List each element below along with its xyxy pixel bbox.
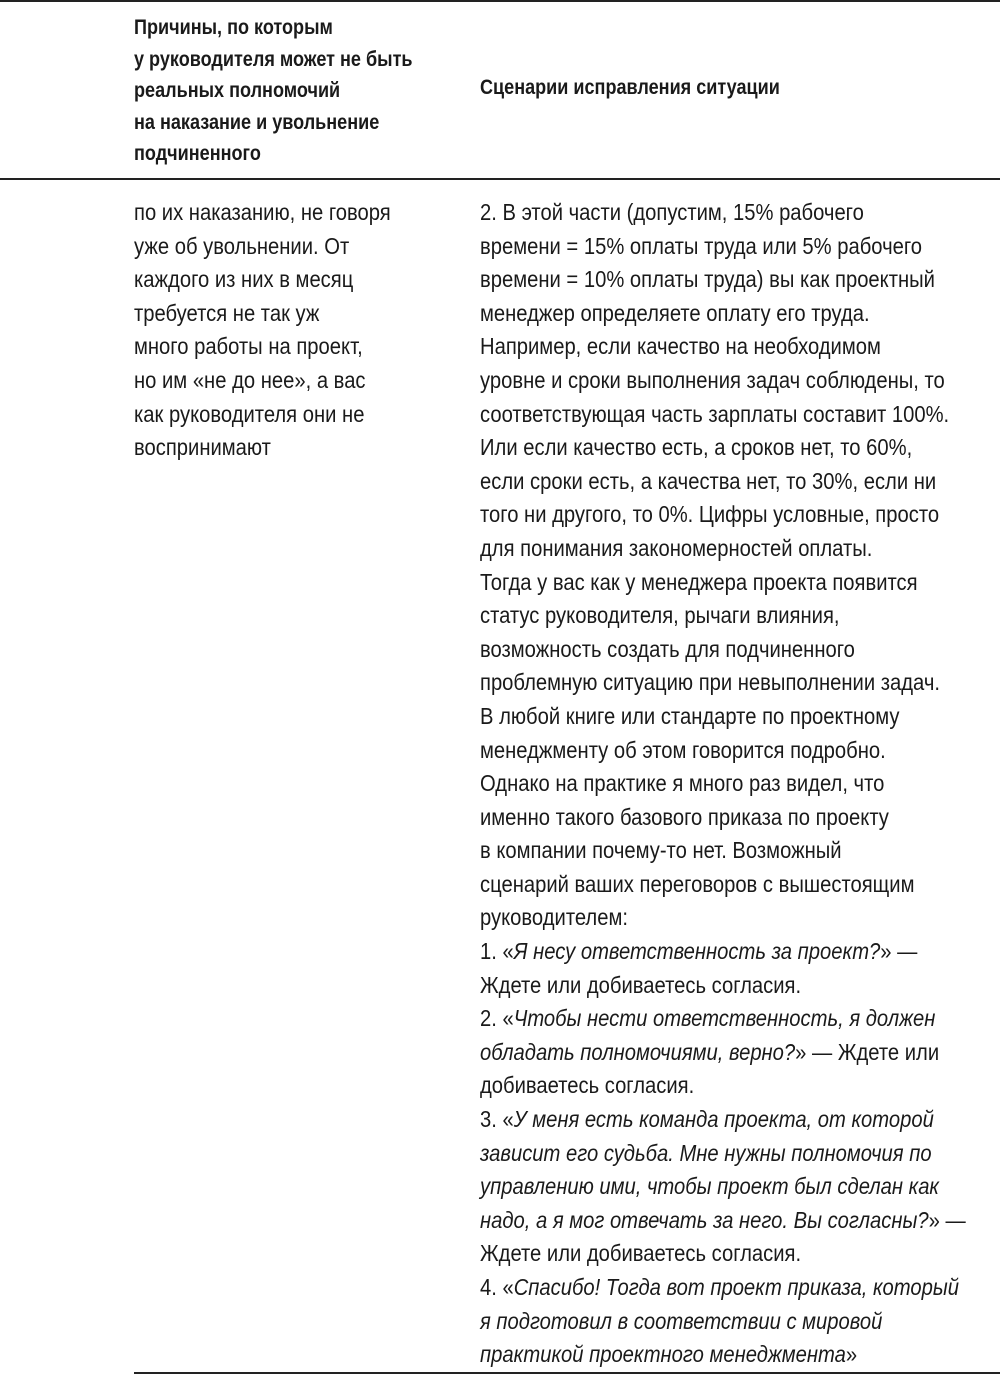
step-prefix: 4. « xyxy=(480,1274,514,1300)
table-top-rule xyxy=(0,0,1000,2)
text-line: Однако на практике я много раз видел, что xyxy=(480,770,885,797)
quote-italic: обладать полномочиями, верно? xyxy=(480,1038,796,1065)
right-column-text xyxy=(480,196,966,1372)
text-line: как руководителя они не xyxy=(134,400,365,427)
text-line: я подготовил в соответствии с мировой xyxy=(480,1307,883,1334)
text-line xyxy=(480,1204,966,1238)
scenario-step-2 xyxy=(480,1002,966,1103)
quote-italic: У меня есть команда проекта, от которой xyxy=(513,1106,934,1133)
text-line: уровне и сроки выполнения задач соблюдены, то xyxy=(480,366,945,393)
header-left-line: у руководителя может не быть xyxy=(134,47,413,71)
header-right-text: Сценарии исправления ситуации xyxy=(480,76,780,99)
text-line xyxy=(480,935,966,969)
header-left-cell xyxy=(134,12,418,170)
text-line: Ждете или добиваетесь согласия. xyxy=(480,1240,802,1267)
text-line: Тогда у вас как у менеджера проекта появится xyxy=(480,568,918,595)
header-left-line: Причины, по которым xyxy=(134,16,333,39)
text-line: менеджменту об этом говорится подробно. xyxy=(480,736,886,763)
text-line: Ждете или добиваетесь согласия. xyxy=(480,971,802,998)
table-bottom-rule xyxy=(134,1372,1000,1374)
text-line: Или если качество есть, а сроков нет, то 60%, xyxy=(480,434,913,461)
text-line: соответствующая часть зарплаты составит 100%. xyxy=(480,400,950,427)
text-line: сценарий ваших переговоров с вышестоящим xyxy=(480,870,915,897)
header-left-line: на наказание и увольнение xyxy=(134,110,380,134)
text-line: но им «не до нее», а вас xyxy=(134,366,366,393)
text-line: каждого из них в месяц xyxy=(134,266,354,293)
text-line: времени = 15% оплаты труда или 5% рабочего xyxy=(480,232,923,259)
quote-italic: надо, а я мог отвечать за него. Вы согласны? xyxy=(480,1206,929,1233)
text-line: зависит его судьба. Мне нужны полномочия по xyxy=(480,1139,932,1166)
text-line: если сроки есть, а качества нет, то 30%, если ни xyxy=(480,467,937,494)
step-suffix: » — Ждете или xyxy=(795,1038,940,1065)
text-line: добиваетесь согласия. xyxy=(480,1072,695,1099)
text-line: в компании почему-то нет. Возможный xyxy=(480,837,842,864)
text-line: по их наказанию, не говоря xyxy=(134,199,391,225)
step-suffix: » xyxy=(845,1341,858,1368)
step-suffix: » — xyxy=(928,1206,966,1233)
quote-italic: Спасибо! Тогда вот проект приказа, который xyxy=(513,1274,959,1300)
quote-italic: Чтобы нести ответственность, я должен xyxy=(513,1005,936,1032)
step-prefix: 1. « xyxy=(480,938,514,965)
step-suffix: » — xyxy=(880,938,918,965)
text-line: менеджер определяете оплату его труда. xyxy=(480,299,870,326)
scenario-step-1 xyxy=(480,935,966,1002)
quote-italic: Я несу ответственность за проект? xyxy=(513,938,881,965)
scenario-step-3 xyxy=(480,1103,966,1271)
text-line xyxy=(480,1338,966,1372)
text-line: воспринимают xyxy=(134,434,271,461)
step-prefix: 3. « xyxy=(480,1106,514,1133)
text-line: В любой книге или стандарте по проектному xyxy=(480,702,900,729)
text-line: для понимания закономерностей оплаты. xyxy=(480,534,873,561)
header-left-line: подчиненного xyxy=(134,142,261,165)
text-line xyxy=(480,1002,966,1036)
text-line: уже об увольнении. От xyxy=(134,232,350,259)
text-line: статус руководителя, рычаги влияния, xyxy=(480,602,840,629)
text-line: управлению ими, чтобы проект был сделан как xyxy=(480,1173,939,1200)
text-line: проблемную ситуацию при невыполнении задач. xyxy=(480,669,940,696)
header-left-line: реальных полномочий xyxy=(134,79,341,102)
text-line: того ни другого, то 0%. Цифры условные, просто xyxy=(480,501,940,528)
text-line: именно такого базового приказа по проекту xyxy=(480,803,889,830)
step-prefix: 2. « xyxy=(480,1005,514,1032)
text-line xyxy=(480,1103,966,1137)
text-line xyxy=(480,1271,966,1305)
text-line: руководителем: xyxy=(480,904,628,931)
text-line: 2. В этой части (допустим, 15% рабочего xyxy=(480,199,864,225)
text-line: времени = 10% оплаты труда) вы как проектный xyxy=(480,266,935,293)
text-line: Например, если качество на необходимом xyxy=(480,333,881,360)
paragraph-main xyxy=(480,196,966,935)
header-rule xyxy=(0,178,1000,180)
text-line: много работы на проект, xyxy=(134,333,363,360)
quote-italic: практикой проектного менеджмента xyxy=(480,1341,846,1368)
header-right-cell xyxy=(480,72,780,104)
text-line: возможность создать для подчиненного xyxy=(480,635,855,662)
text-line: требуется не так уж xyxy=(134,299,320,326)
scenario-step-4 xyxy=(480,1271,966,1372)
left-column-text xyxy=(134,196,418,465)
text-line xyxy=(480,1036,966,1070)
